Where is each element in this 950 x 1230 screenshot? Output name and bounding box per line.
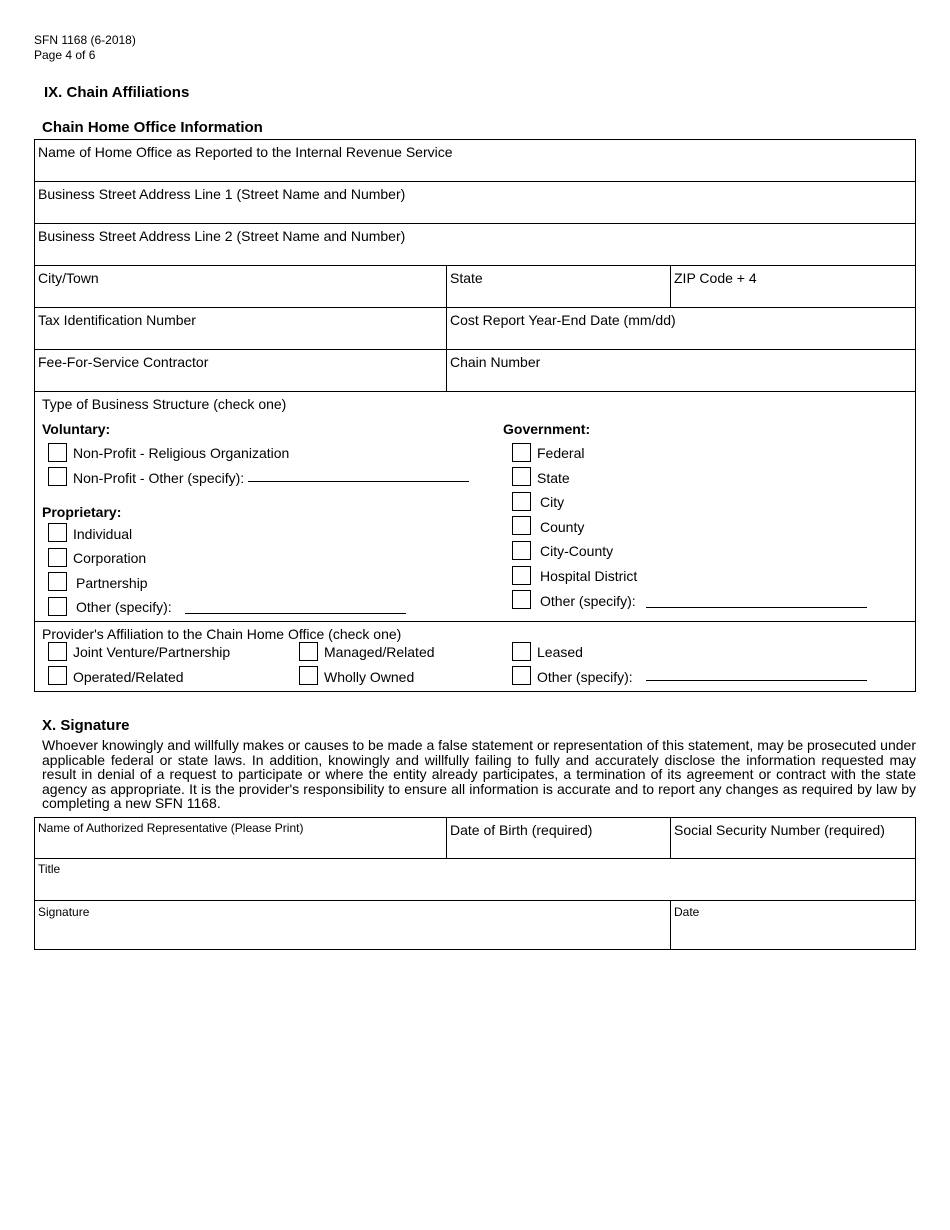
option-state: State: [537, 470, 570, 486]
checkbox-county[interactable]: [512, 516, 531, 535]
government-heading: Government:: [503, 421, 591, 437]
government-other-specify-line[interactable]: [646, 607, 867, 608]
option-government-other: Other (specify):: [540, 593, 636, 609]
checkbox-government-other[interactable]: [512, 590, 531, 609]
affiliation-label: Provider's Affiliation to the Chain Home Office (check one): [42, 626, 402, 642]
checkbox-managed-related[interactable]: [299, 642, 318, 661]
option-city-county: City-County: [540, 543, 614, 559]
zip-field[interactable]: ZIP Code + 4: [674, 270, 757, 286]
nonprofit-other-specify-line[interactable]: [248, 481, 469, 482]
signature-statement: Whoever knowingly and willfully makes or causes to be made a false statement or representation of this statement, may be prosecuted under applicable federal or state laws. In addition, knowingly and willfully failing to fully and accurately disclose the information requested may result in denial of a request to participate or where the entity already participates, a termination of its agreement or contract with the state agency as appropriate. It is the provider's responsibility to ensure all information is accurate and to report any changes as required by law by completing a new SFN 1168.: [42, 737, 916, 811]
business-structure-label: Type of Business Structure (check one): [42, 396, 287, 412]
signature-field[interactable]: Signature: [38, 905, 90, 919]
section-title-chain: IX. Chain Affiliations: [44, 84, 190, 101]
option-joint-venture: Joint Venture/Partnership: [73, 644, 231, 660]
checkbox-hospital-district[interactable]: [512, 566, 531, 585]
option-individual: Individual: [73, 526, 133, 542]
checkbox-city-county[interactable]: [512, 541, 531, 560]
option-nonprofit-other: Non-Profit - Other (specify):: [73, 470, 245, 486]
affiliation-other-specify-line[interactable]: [646, 680, 867, 681]
option-corporation: Corporation: [73, 550, 147, 566]
option-city: City: [540, 494, 565, 510]
proprietary-heading: Proprietary:: [42, 504, 122, 520]
option-managed-related: Managed/Related: [324, 644, 435, 660]
ssn-field[interactable]: Social Security Number (required): [674, 822, 885, 838]
date-field[interactable]: Date: [674, 905, 700, 919]
rep-name-field[interactable]: Name of Authorized Representative (Please Print): [38, 821, 304, 835]
option-leased: Leased: [537, 644, 583, 660]
option-hospital-district: Hospital District: [540, 568, 638, 584]
page-indicator: Page 4 of 6: [34, 48, 96, 62]
address-line1-field[interactable]: Business Street Address Line 1 (Street Name and Number): [38, 186, 406, 202]
subsection-title-home-office: Chain Home Office Information: [42, 119, 263, 136]
checkbox-joint-venture[interactable]: [48, 642, 67, 661]
checkbox-leased[interactable]: [512, 642, 531, 661]
option-federal: Federal: [537, 445, 585, 461]
home-office-name-field[interactable]: Name of Home Office as Reported to the Internal Revenue Service: [38, 144, 453, 160]
option-county: County: [540, 519, 585, 535]
option-partnership: Partnership: [76, 575, 148, 591]
checkbox-affiliation-other[interactable]: [512, 666, 531, 685]
checkbox-federal[interactable]: [512, 443, 531, 462]
state-field[interactable]: State: [450, 270, 483, 286]
dob-field[interactable]: Date of Birth (required): [450, 822, 593, 838]
checkbox-city[interactable]: [512, 492, 531, 511]
form-id-block: [34, 33, 136, 63]
checkbox-corporation[interactable]: [48, 548, 67, 567]
cost-report-date-field[interactable]: Cost Report Year-End Date (mm/dd): [450, 312, 676, 328]
address-line2-field[interactable]: Business Street Address Line 2 (Street Name and Number): [38, 228, 406, 244]
checkbox-state[interactable]: [512, 467, 531, 486]
tax-id-field[interactable]: Tax Identification Number: [38, 312, 196, 328]
checkbox-individual[interactable]: [48, 523, 67, 542]
checkbox-wholly-owned[interactable]: [299, 666, 318, 685]
form-number: SFN 1168 (6-2018): [34, 33, 136, 47]
ffs-contractor-field[interactable]: Fee-For-Service Contractor: [38, 354, 209, 370]
city-field[interactable]: City/Town: [38, 270, 99, 286]
checkbox-partnership[interactable]: [48, 572, 67, 591]
option-affiliation-other: Other (specify):: [537, 669, 633, 685]
checkbox-proprietary-other[interactable]: [48, 597, 67, 616]
chain-number-field[interactable]: Chain Number: [450, 354, 541, 370]
title-field[interactable]: Title: [38, 862, 61, 876]
option-wholly-owned: Wholly Owned: [324, 669, 415, 685]
option-operated-related: Operated/Related: [73, 669, 184, 685]
option-proprietary-other: Other (specify):: [76, 599, 172, 615]
checkbox-operated-related[interactable]: [48, 666, 67, 685]
checkbox-nonprofit-religious[interactable]: [48, 443, 67, 462]
section-title-signature: X. Signature: [42, 717, 130, 734]
checkbox-nonprofit-other[interactable]: [48, 467, 67, 486]
voluntary-heading: Voluntary:: [42, 421, 111, 437]
option-nonprofit-religious: Non-Profit - Religious Organization: [73, 445, 290, 461]
proprietary-other-specify-line[interactable]: [185, 613, 406, 614]
